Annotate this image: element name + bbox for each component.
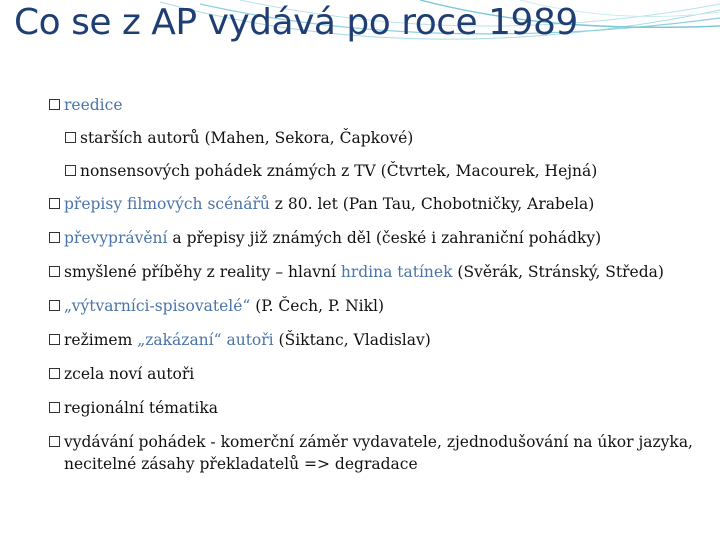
square-bullet-icon	[49, 368, 60, 379]
bullet-text: (P. Čech, P. Nikl)	[250, 297, 385, 315]
bullet-item	[64, 94, 706, 116]
square-bullet-icon	[49, 402, 60, 413]
highlighted-text: „zakázaní“ autoři	[137, 331, 274, 349]
square-bullet-icon	[49, 436, 60, 447]
highlighted-text: převyprávění	[64, 229, 168, 247]
bullet-text: a přepisy již známých děl (české i zahraniční pohádky)	[167, 229, 602, 247]
bullet-text: režimem	[64, 331, 138, 349]
bullet-item	[64, 227, 706, 249]
slide-title: Co se z AP vydává po roce 1989	[14, 2, 578, 43]
square-bullet-icon	[49, 99, 60, 110]
bullet-text: vydávání pohádek - komerční záměr vydavatele, zjednodušování na úkor jazyka, necitelné zásahy překladatelů => degradace	[64, 433, 693, 473]
square-bullet-icon	[65, 132, 76, 143]
highlighted-text: hrdina tatínek	[340, 263, 453, 281]
sub-bullet-item	[80, 160, 706, 182]
highlighted-text: „výtvarníci-spisovatelé“	[64, 297, 251, 315]
bullet-item	[64, 363, 706, 385]
bullet-text: z 80. let (Pan Tau, Chobotničky, Arabela)	[269, 195, 595, 213]
square-bullet-icon	[65, 165, 76, 176]
bullet-item	[64, 295, 706, 317]
square-bullet-icon	[49, 198, 60, 209]
square-bullet-icon	[49, 300, 60, 311]
square-bullet-icon	[49, 266, 60, 277]
bullet-text: starších autorů (Mahen, Sekora, Čapkové)	[80, 129, 414, 147]
bullet-item	[64, 329, 706, 351]
bullet-item	[64, 431, 706, 475]
bullet-list	[46, 94, 706, 475]
highlighted-text: přepisy filmových scénářů	[64, 195, 270, 213]
bullet-text: regionální tématika	[64, 399, 219, 417]
bullet-text: smyšlené příběhy z reality – hlavní	[64, 263, 341, 281]
bullet-item	[64, 261, 706, 283]
bullet-text: (Svěrák, Stránský, Středa)	[452, 263, 664, 281]
highlighted-text: reedice	[64, 96, 123, 114]
bullet-text: (Šiktanc, Vladislav)	[273, 331, 431, 349]
square-bullet-icon	[49, 232, 60, 243]
sub-bullet-item	[80, 127, 706, 149]
square-bullet-icon	[49, 334, 60, 345]
bullet-text: zcela noví autoři	[64, 365, 195, 383]
bullet-item	[64, 397, 706, 419]
bullet-text: nonsensových pohádek známých z TV (Čtvrtek, Macourek, Hejná)	[80, 162, 598, 180]
bullet-item	[64, 193, 706, 215]
